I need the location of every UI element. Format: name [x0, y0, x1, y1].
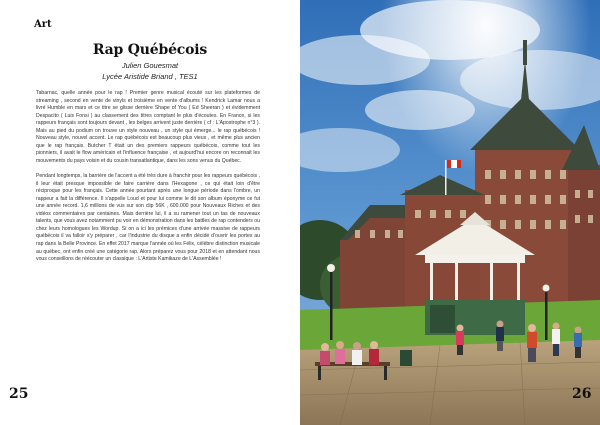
section-label: Art	[34, 19, 52, 30]
article-body	[36, 90, 260, 271]
right-page	[300, 0, 600, 425]
chateau-frontenac-photo	[300, 0, 600, 425]
page-number-right: 26	[572, 386, 592, 402]
page-number-left: 25	[9, 386, 29, 402]
author-name: Julien Gouesmat	[121, 61, 179, 70]
article-paragraph: Tabarnac, quelle année pour le rap ! Premier genre musical écouté sur les plateformes de streaming , second en vente de vinyls et troisième en vente d'albums ! Kendrick Lamar nous a livré Humble en mars et ce titre se glisse derrière Shape of You ( Ed Sheeran ) et évidemment Despacito ( Luis Fonsi ) au classement des titres comptant le plus d'écoutes. En France, si les rappeurs français sont toujours devant , les belges arrivent juste derrière ( cf : L'Apostrophe n°3 ). Mais au pied du podium on trouve un style nouveau , un style qui émerge... le rap québécois ! Nouveau style, nouvel accent. Le rap québécois est beaucoup plus vieux , et même plus ancien que le rap français. Butcher T était un des premiers rappeurs québécois, comme tout les pionniers, il avait le flow américain et l'influence française , et aujourd'hui encore on reconnait les mouvements du pays voisin et du cousin transatlantique, dans les sons venus du Québec.	[36, 90, 260, 164]
article-title: Rap Québécois	[92, 42, 208, 58]
article-paragraph: Pendant longtemps, la barrière de l'accent a été très dure à franchir pour les rappeurs québécois , il leur était presque impossible de faire carrière dans l'Hexagone , ce qui était loin d'être réciproque pour les français. Cette année pourtant après une longue période dans l'ombre, un rappeur a fait la différence. Il s'appelle Loud et pour lui comme le dit son album éponyme ce fut une année record. 1,6 millions de vus sur son clip 56K , 600.000 pour Nouveaux Riches et des vidéos commentaires par centaines. Mais derrière lui, il a su ramener tout un tas de nouveaux talents, que vous avez notamment pu voir en démonstration dans les battles de rap contenders ou chez leurs homologues les Wordup. Si on a ici les prémices d'une arrivée massive de rappeurs québécois il va falloir s'y préparer , car l'industrie du disque a enfin décidé d'ouvrir les portes au rap dans la Belle Province. En effet 2017 marque l'année où les Félix, célèbre distinction musicale au québec, ont enfin créé une catégorie rap. Alors préparez vous pour 2018 et en attendant nous vous conseillons de réécouter un classique : L'Artiste Kamikaze de L'Assemblée !	[36, 173, 260, 263]
author-school: Lycée Aristide Briand , TES1	[102, 72, 198, 81]
